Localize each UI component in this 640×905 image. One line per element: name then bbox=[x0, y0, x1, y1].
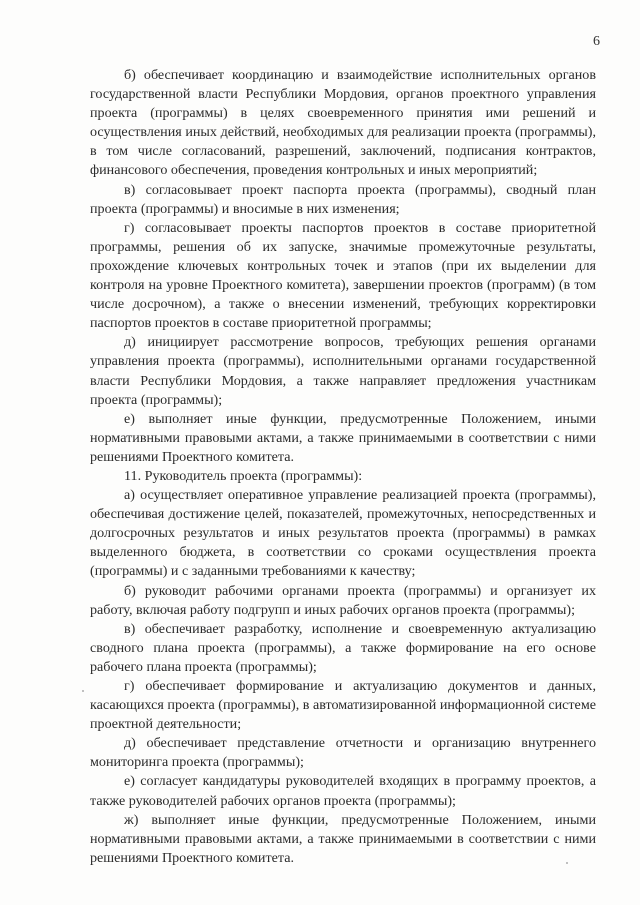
paragraph-g-priority-program: г) согласовывает проекты паспортов проектов в составе приоритетной программы, решения об их запуске, значимые промежуточные результаты, прохождение ключевых контрольных точек и этапов (при их выделении для контроля на уровне Проектного комитета), завершении проектов (программ) (в том числе досрочном), а также о внесении изменений, требующих корректировки паспортов проектов в составе приоритетной программы; bbox=[90, 219, 596, 332]
paragraph-e-candidates: е) согласует кандидатуры руководителей входящих в программу проектов, а также руководителей рабочих органов проекта (программы); bbox=[90, 773, 596, 809]
paragraph-g-documents: г) обеспечивает формирование и актуализацию документов и данных, касающихся проекта (программы), в автоматизированной информационной системе проектной деятельности; bbox=[90, 678, 596, 733]
paragraph-d-reporting: д) обеспечивает представление отчетности и организацию внутреннего мониторинга проекта (программы); bbox=[90, 735, 596, 771]
scan-speck bbox=[82, 690, 84, 692]
document-body bbox=[90, 66, 596, 868]
paragraph-a-operational-management: а) осуществляет оперативное управление реализацией проекта (программы), обеспечивая достижение целей, показателей, промежуточных, непосредственных и долгосрочных результатов и иных результатов проекта (программы) в рамках выделенного бюджета, в соответствии со сроками осуществления проекта (программы) и с заданными требованиями к качеству; bbox=[90, 487, 596, 580]
paragraph-zh-other-functions: ж) выполняет иные функции, предусмотренные Положением, иными нормативными правовыми актами, а также принимаемыми в соответствии с ними решениями Проектного комитета. bbox=[90, 811, 596, 866]
paragraph-v-summary-plan: в) обеспечивает разработку, исполнение и своевременную актуализацию сводного плана проекта (программы), а также формирование на его основе рабочего плана проекта (программы); bbox=[90, 620, 596, 675]
page-number: 6 bbox=[593, 34, 600, 49]
scan-speck bbox=[566, 862, 568, 864]
section-11-heading: 11. Руководитель проекта (программы): bbox=[124, 467, 363, 484]
paragraph-b-working-bodies: б) руководит рабочими органами проекта (программы) и организует их работу, включая работу подгрупп и иных рабочих органов проекта (программы); bbox=[90, 582, 596, 618]
paragraph-d-initiates: д) инициирует рассмотрение вопросов, требующих решения органами управления проекта (программы), исполнительными органами государственной власти Республики Мордовия, а также направляет предложения участникам проекта (программы); bbox=[90, 334, 596, 408]
paragraph-b-coordination: б) обеспечивает координацию и взаимодействие исполнительных органов государственной власти Республики Мордовия, органов проектного управления проекта (программы) в целях своевременного принятия ими решений и осуществления иных действий, необходимых для реализации проекта (программы), в том числе согласований, разрешений, заключений, подписания контрактов, финансового обеспечения, проведения контрольных и иных мероприятий; bbox=[90, 67, 596, 179]
paragraph-v-passport-approval: в) согласовывает проект паспорта проекта (программы), сводный план проекта (программы) и вносимые в них изменения; bbox=[90, 181, 596, 217]
paragraph-e-other-functions: е) выполняет иные функции, предусмотренные Положением, иными нормативными правовыми актами, а также принимаемыми в соответствии с ними решениями Проектного комитета. bbox=[90, 410, 596, 465]
